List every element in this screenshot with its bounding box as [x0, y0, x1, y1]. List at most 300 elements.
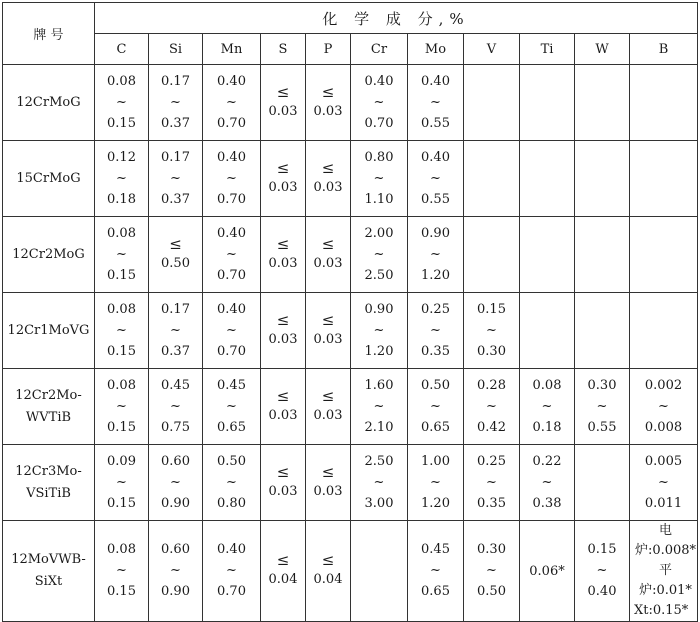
range-value [95, 539, 148, 603]
value-cell-si [149, 141, 203, 217]
value-cell-ti [520, 369, 575, 445]
value-cell-v [464, 141, 520, 217]
column-header-si: Si [149, 34, 203, 65]
range-high: 2.50 [364, 267, 394, 283]
column-header-cr: Cr [351, 34, 408, 65]
range-high: 0.55 [587, 419, 617, 435]
range-tilde: ~ [373, 246, 385, 262]
value-cell-s [261, 141, 306, 217]
value-cell-b [630, 65, 698, 141]
range-value [203, 299, 260, 363]
range-high: 2.10 [364, 419, 394, 435]
value-cell-mn [203, 521, 261, 622]
value-cell-c [95, 293, 149, 369]
value-cell-v [464, 217, 520, 293]
range-value [95, 299, 148, 363]
range-value [575, 539, 629, 603]
max-value [261, 311, 305, 351]
value-cell-p [306, 445, 351, 521]
range-high: 1.10 [364, 191, 394, 207]
range-high: 0.37 [161, 191, 190, 207]
range-tilde: ~ [226, 398, 237, 414]
range-value [408, 539, 463, 603]
range-value [95, 451, 148, 515]
value-cell-v [464, 65, 520, 141]
range-value [351, 451, 407, 515]
range-value [520, 375, 574, 439]
value-cell-si [149, 65, 203, 141]
value-cell-b [630, 217, 698, 293]
range-high: 0.55 [421, 191, 450, 207]
value-cell-p [306, 217, 351, 293]
range-tilde: ~ [373, 474, 385, 490]
value-cell-b [630, 521, 698, 622]
range-tilde: ~ [486, 322, 497, 338]
range-tilde: ~ [430, 94, 441, 110]
table-row [3, 445, 698, 521]
range-high: 3.00 [364, 495, 394, 511]
value-cell-mo [408, 293, 464, 369]
range-low: 0.17 [161, 149, 190, 165]
list-item: Xt:0.15* [634, 603, 689, 618]
value-cell-w [575, 445, 630, 521]
value-cell-ti [520, 217, 575, 293]
value-cell-mn [203, 445, 261, 521]
range-high: 0.80 [217, 495, 246, 511]
range-low: 0.002 [644, 377, 683, 393]
value-cell-b [630, 141, 698, 217]
range-low: 0.50 [421, 377, 450, 393]
value-cell-cr [351, 369, 408, 445]
range-high: 0.70 [217, 584, 246, 599]
max-value [306, 159, 350, 199]
value-cell-cr [351, 521, 408, 622]
column-header-c: C [95, 34, 149, 65]
composition-header: 化 学 成 分,% [95, 3, 698, 34]
value-cell-mo [408, 217, 464, 293]
max-value [306, 387, 350, 427]
value-cell-b [630, 293, 698, 369]
value-cell-mo [408, 521, 464, 622]
range-high: 1.20 [364, 343, 394, 359]
range-tilde: ~ [430, 322, 441, 338]
max-number: 0.50 [161, 255, 190, 271]
range-tilde: ~ [658, 474, 669, 490]
range-high: 0.70 [364, 115, 394, 131]
value-cell-ti [520, 521, 575, 622]
max-value [149, 235, 202, 275]
range-tilde: ~ [116, 322, 127, 338]
less-equal-symbol: ≤ [169, 234, 182, 253]
table-row [3, 369, 698, 445]
table-row [3, 521, 698, 622]
range-value [351, 299, 407, 363]
range-high: 1.20 [421, 267, 450, 283]
range-value [149, 71, 202, 135]
value-cell-w [575, 369, 630, 445]
range-high: 0.65 [421, 419, 450, 435]
value-cell-s [261, 293, 306, 369]
range-high: 0.70 [217, 267, 246, 283]
range-high: 0.15 [107, 419, 136, 435]
range-low: 0.40 [217, 542, 246, 557]
value-cell-mn [203, 217, 261, 293]
range-value [203, 539, 260, 603]
value-cell-mn [203, 293, 261, 369]
max-value [306, 551, 350, 591]
range-tilde: ~ [170, 322, 181, 338]
value-list [630, 521, 697, 621]
value-cell-mn [203, 65, 261, 141]
range-value [575, 375, 629, 439]
range-high: 0.15 [107, 584, 136, 599]
grade-cell: 12CrMoG [3, 65, 95, 141]
value-cell-si [149, 369, 203, 445]
range-low: 0.40 [217, 149, 246, 165]
max-value [306, 311, 350, 351]
range-low: 0.08 [107, 542, 136, 557]
value-cell-s [261, 65, 306, 141]
range-value [95, 71, 148, 135]
less-equal-symbol: ≤ [276, 462, 290, 481]
range-value [408, 299, 463, 363]
range-low: 0.08 [532, 377, 562, 393]
range-value [464, 375, 519, 439]
range-tilde: ~ [226, 170, 237, 186]
less-equal-symbol: ≤ [321, 234, 335, 253]
range-low: 0.17 [161, 301, 190, 317]
column-header-mn: Mn [203, 34, 261, 65]
range-high: 0.70 [217, 191, 246, 207]
column-header-v: V [464, 34, 520, 65]
range-tilde: ~ [170, 94, 181, 110]
range-low: 0.22 [532, 453, 562, 469]
value-cell-v [464, 521, 520, 622]
value-cell-b [630, 369, 698, 445]
less-equal-symbol: ≤ [321, 462, 335, 481]
table-row [3, 141, 698, 217]
grade-cell: 12Cr2Mo- WVTiB [3, 369, 95, 445]
range-high: 0.38 [532, 495, 562, 511]
range-high: 0.15 [107, 267, 136, 283]
less-equal-symbol: ≤ [321, 158, 335, 177]
range-high: 0.90 [161, 584, 190, 599]
value-cell-cr [351, 141, 408, 217]
max-value [261, 83, 305, 123]
range-low: 0.08 [107, 73, 136, 89]
range-high: 0.18 [107, 191, 136, 207]
range-tilde: ~ [430, 474, 441, 490]
less-equal-symbol: ≤ [321, 310, 335, 329]
table-row [3, 217, 698, 293]
less-equal-symbol: ≤ [321, 386, 335, 405]
less-equal-symbol: ≤ [276, 551, 290, 569]
value-cell-s [261, 445, 306, 521]
range-tilde: ~ [226, 474, 237, 490]
less-equal-symbol: ≤ [321, 551, 335, 569]
range-tilde: ~ [373, 94, 385, 110]
range-value [351, 147, 407, 211]
value-cell-ti [520, 141, 575, 217]
range-value [351, 223, 407, 287]
value-cell-si [149, 521, 203, 622]
range-low: 0.40 [217, 301, 246, 317]
range-low: 0.12 [107, 149, 136, 165]
range-low: 0.08 [107, 225, 136, 241]
column-header-p: P [306, 34, 351, 65]
range-low: 1.60 [364, 377, 394, 393]
range-high: 0.65 [217, 419, 246, 435]
value-cell-mn [203, 369, 261, 445]
range-high: 0.75 [161, 419, 190, 435]
range-low: 0.15 [587, 542, 617, 557]
range-tilde: ~ [226, 563, 237, 578]
range-low: 0.40 [421, 73, 450, 89]
range-low: 0.09 [107, 453, 136, 469]
value-cell-mo [408, 369, 464, 445]
value-cell-cr [351, 445, 408, 521]
range-value [408, 223, 463, 287]
range-tilde: ~ [373, 170, 385, 186]
range-low: 0.25 [477, 453, 506, 469]
range-value [464, 539, 519, 603]
range-low: 0.25 [421, 301, 450, 317]
value-cell-w [575, 521, 630, 622]
max-number: 0.03 [313, 255, 343, 271]
column-header-mo: Mo [408, 34, 464, 65]
grade-cell: 12MoVWB- SiXt [3, 521, 95, 622]
range-tilde: ~ [430, 246, 441, 262]
range-tilde: ~ [486, 474, 497, 490]
range-value [149, 375, 202, 439]
max-number: 0.03 [313, 483, 343, 499]
grade-cell: 12Cr2MoG [3, 217, 95, 293]
range-tilde: ~ [170, 398, 181, 414]
value-cell-s [261, 369, 306, 445]
less-equal-symbol: ≤ [276, 310, 290, 329]
column-header-b: B [630, 34, 698, 65]
grade-header: 牌 号 [3, 3, 95, 65]
value-cell-w [575, 217, 630, 293]
range-tilde: ~ [170, 563, 181, 578]
max-number: 0.04 [268, 572, 298, 587]
less-equal-symbol: ≤ [276, 386, 290, 405]
value-cell-p [306, 369, 351, 445]
range-value [203, 451, 260, 515]
value-cell-cr [351, 217, 408, 293]
range-high: 0.65 [421, 584, 450, 599]
max-number: 0.03 [268, 483, 298, 499]
range-tilde: ~ [486, 398, 497, 414]
value-cell-v [464, 369, 520, 445]
range-value [520, 451, 574, 515]
range-low: 0.90 [364, 301, 394, 317]
range-tilde: ~ [541, 474, 553, 490]
value-cell-si [149, 445, 203, 521]
range-high: 0.18 [532, 419, 562, 435]
range-value [630, 451, 697, 515]
value-cell-c [95, 369, 149, 445]
table-body [3, 65, 698, 622]
list-item: 平炉:0.01* [639, 563, 692, 598]
range-value [149, 451, 202, 515]
range-low: 0.45 [161, 377, 190, 393]
value-cell-c [95, 141, 149, 217]
range-low: 0.45 [421, 542, 450, 557]
single-value: 0.06* [529, 563, 565, 579]
range-value [95, 147, 148, 211]
range-low: 0.40 [217, 73, 246, 89]
range-value [149, 539, 202, 603]
value-cell-si [149, 217, 203, 293]
less-equal-symbol: ≤ [276, 82, 290, 101]
range-tilde: ~ [116, 398, 127, 414]
range-tilde: ~ [658, 398, 669, 414]
max-value [261, 235, 305, 275]
range-value [464, 299, 519, 363]
range-value [630, 375, 697, 439]
column-header-w: W [575, 34, 630, 65]
max-number: 0.03 [313, 407, 343, 423]
range-low: 0.40 [421, 149, 450, 165]
range-tilde: ~ [373, 398, 385, 414]
value-cell-si [149, 293, 203, 369]
max-number: 0.03 [268, 179, 298, 195]
table-row [3, 65, 698, 141]
value-cell-p [306, 521, 351, 622]
range-tilde: ~ [430, 563, 441, 578]
value-cell-s [261, 521, 306, 622]
range-value [408, 71, 463, 135]
list-item: 电炉:0.008* [634, 523, 697, 558]
value-cell-ti [520, 445, 575, 521]
range-value [464, 451, 519, 515]
max-number: 0.04 [313, 572, 343, 587]
range-tilde: ~ [486, 563, 497, 578]
chemical-composition-table [2, 2, 698, 622]
range-value [95, 223, 148, 287]
value-cell-mo [408, 445, 464, 521]
range-high: 0.55 [421, 115, 450, 131]
range-value [408, 375, 463, 439]
range-high: 0.42 [477, 419, 506, 435]
max-number: 0.03 [268, 331, 298, 347]
range-tilde: ~ [116, 170, 127, 186]
range-low: 0.80 [364, 149, 394, 165]
range-high: 0.35 [477, 495, 506, 511]
range-high: 0.90 [161, 495, 190, 511]
value-cell-v [464, 445, 520, 521]
table-row [3, 293, 698, 369]
value-cell-c [95, 217, 149, 293]
range-low: 2.50 [364, 453, 394, 469]
value-cell-s [261, 217, 306, 293]
range-tilde: ~ [596, 398, 608, 414]
range-low: 2.00 [364, 225, 394, 241]
range-low: 0.08 [107, 377, 136, 393]
max-value [306, 83, 350, 123]
range-low: 0.40 [364, 73, 394, 89]
range-tilde: ~ [430, 398, 441, 414]
max-number: 0.03 [313, 331, 343, 347]
range-value [203, 147, 260, 211]
max-value [261, 551, 305, 591]
element-header-row [3, 34, 698, 65]
range-value [351, 71, 407, 135]
range-high: 0.70 [217, 343, 246, 359]
range-value [408, 147, 463, 211]
less-equal-symbol: ≤ [276, 234, 290, 253]
range-low: 0.15 [477, 301, 506, 317]
range-value [149, 147, 202, 211]
range-low: 0.60 [161, 542, 190, 557]
range-low: 0.90 [421, 225, 450, 241]
value-cell-w [575, 141, 630, 217]
range-tilde: ~ [596, 563, 608, 578]
value-cell-c [95, 65, 149, 141]
less-equal-symbol: ≤ [276, 158, 290, 177]
range-low: 0.30 [587, 377, 617, 393]
range-value [149, 299, 202, 363]
column-header-s: S [261, 34, 306, 65]
value-cell-mo [408, 141, 464, 217]
value-cell-ti [520, 293, 575, 369]
range-low: 0.45 [217, 377, 246, 393]
range-low: 0.30 [477, 542, 506, 557]
value-cell-p [306, 65, 351, 141]
value-cell-mo [408, 65, 464, 141]
max-number: 0.03 [268, 103, 298, 119]
range-value [203, 223, 260, 287]
less-equal-symbol: ≤ [321, 82, 335, 101]
range-value [203, 375, 260, 439]
range-tilde: ~ [170, 170, 181, 186]
range-low: 1.00 [421, 453, 450, 469]
max-value [261, 387, 305, 427]
range-tilde: ~ [541, 398, 553, 414]
range-value [351, 375, 407, 439]
range-tilde: ~ [373, 322, 385, 338]
value-cell-c [95, 521, 149, 622]
range-high: 0.15 [107, 495, 136, 511]
range-tilde: ~ [116, 563, 127, 578]
range-tilde: ~ [116, 246, 127, 262]
max-number: 0.03 [313, 103, 343, 119]
max-number: 0.03 [313, 179, 343, 195]
range-high: 0.15 [107, 343, 136, 359]
value-cell-c [95, 445, 149, 521]
range-high: 0.15 [107, 115, 136, 131]
value-cell-cr [351, 293, 408, 369]
column-header-ti: Ti [520, 34, 575, 65]
max-value [306, 235, 350, 275]
grade-cell: 12Cr1MoVG [3, 293, 95, 369]
max-value [261, 463, 305, 503]
value-cell-p [306, 141, 351, 217]
range-low: 0.28 [477, 377, 506, 393]
max-number: 0.03 [268, 407, 298, 423]
range-high: 0.70 [217, 115, 246, 131]
range-high: 0.30 [477, 343, 506, 359]
range-tilde: ~ [430, 170, 441, 186]
max-value [306, 463, 350, 503]
range-value [203, 71, 260, 135]
range-tilde: ~ [226, 94, 237, 110]
range-tilde: ~ [226, 322, 237, 338]
max-number: 0.03 [268, 255, 298, 271]
range-high: 0.35 [421, 343, 450, 359]
grade-cell: 15CrMoG [3, 141, 95, 217]
